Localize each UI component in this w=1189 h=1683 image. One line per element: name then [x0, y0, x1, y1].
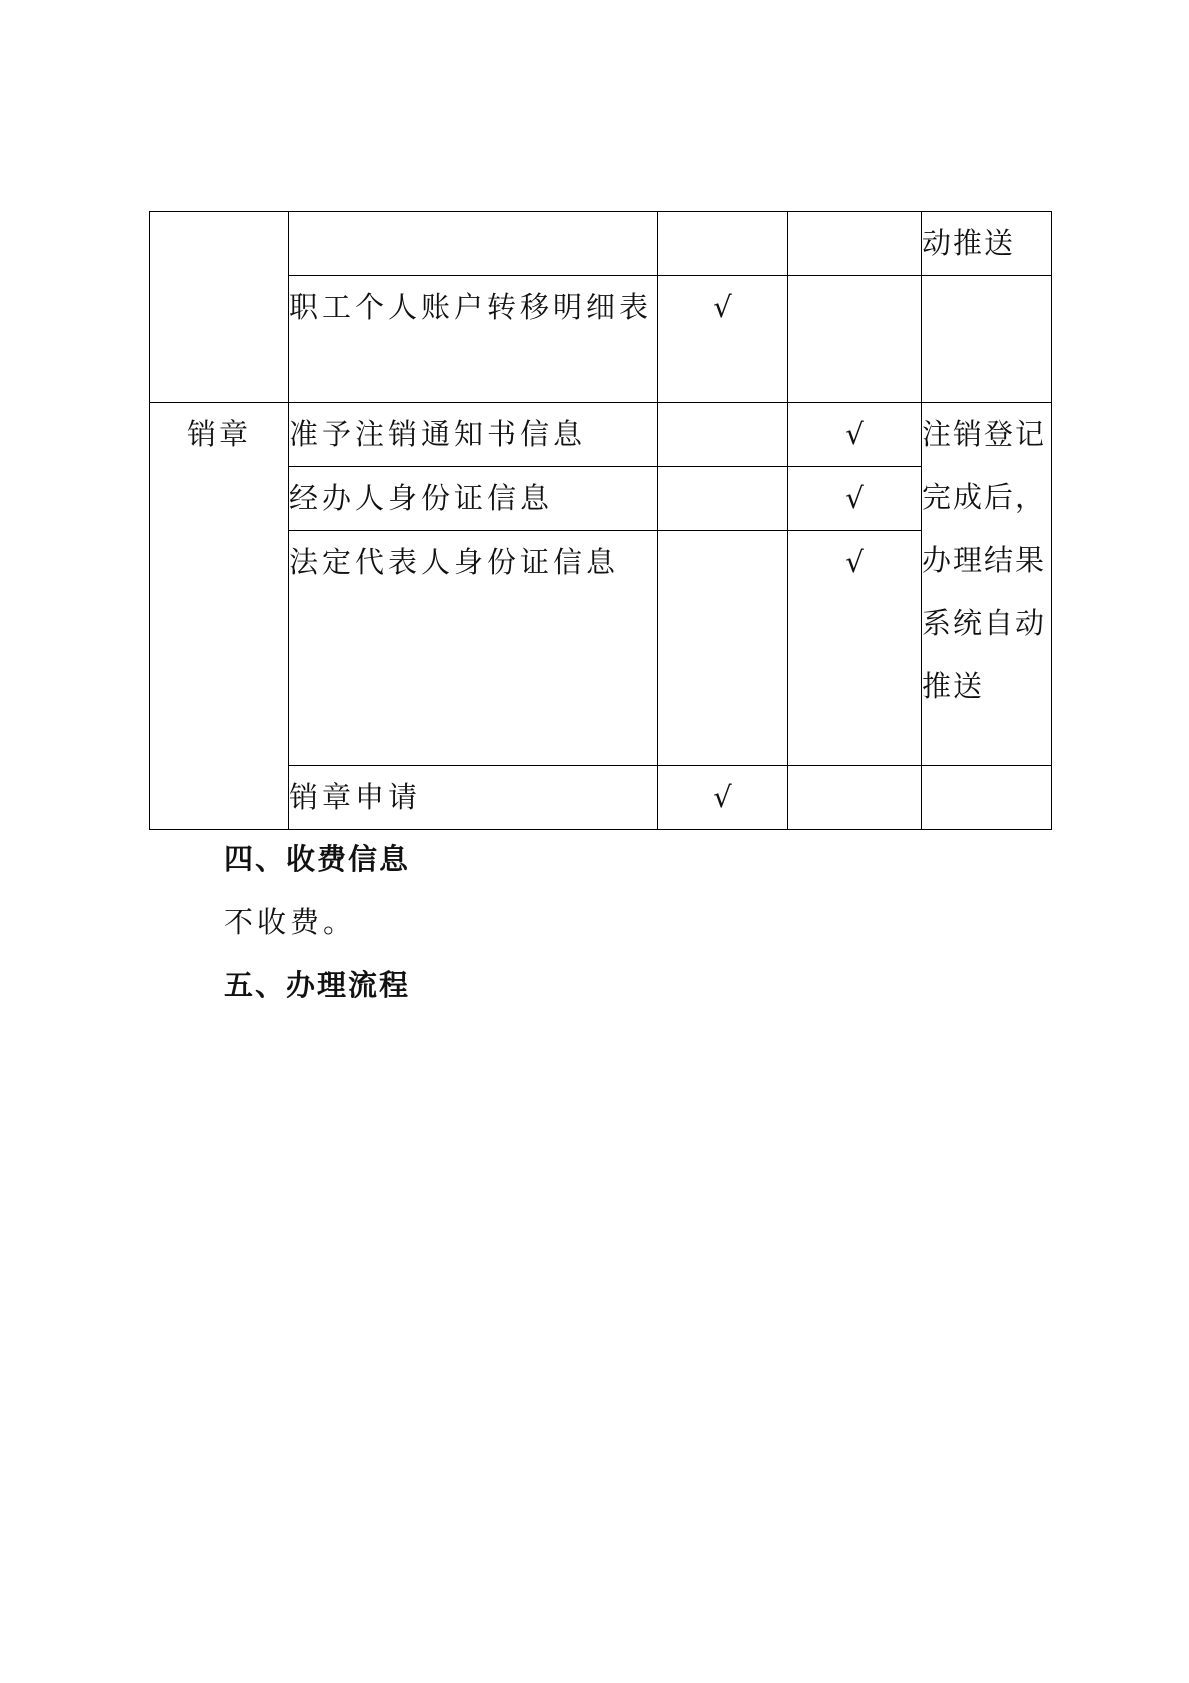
check-cell: [788, 766, 922, 830]
section-heading-process: 五、办理流程: [224, 968, 411, 1002]
check-mark: √: [788, 467, 922, 531]
material-name-cell: [289, 212, 658, 276]
check-cell: [658, 403, 788, 467]
check-cell: [658, 531, 788, 766]
category-cell-empty: [150, 212, 289, 403]
material-name-cell: 销章申请: [289, 766, 658, 830]
table-row: [150, 212, 1052, 276]
material-name-cell: 法定代表人身份证信息: [289, 531, 658, 766]
note-cell: 动推送: [922, 212, 1052, 276]
check-cell: [788, 276, 922, 403]
section-body-fees: 不收费。: [224, 905, 357, 939]
check-cell: [658, 467, 788, 531]
material-name-cell: 职工个人账户转移明细表: [289, 276, 658, 403]
note-cell: [922, 276, 1052, 403]
section-heading-fees: 四、收费信息: [224, 842, 411, 876]
table-row: [150, 403, 1052, 467]
material-name-cell: 准予注销通知书信息: [289, 403, 658, 467]
check-cell: [788, 212, 922, 276]
materials-table: [149, 211, 1052, 830]
material-name-cell: 经办人身份证信息: [289, 467, 658, 531]
check-cell: [658, 212, 788, 276]
note-cell: 注销登记完成后，办理结果系统自动推送: [922, 403, 1052, 766]
check-mark: √: [658, 276, 788, 403]
check-mark: √: [788, 403, 922, 467]
check-mark: √: [788, 531, 922, 766]
check-mark: √: [658, 766, 788, 830]
category-cell: 销章: [150, 403, 289, 830]
note-cell: [922, 766, 1052, 830]
